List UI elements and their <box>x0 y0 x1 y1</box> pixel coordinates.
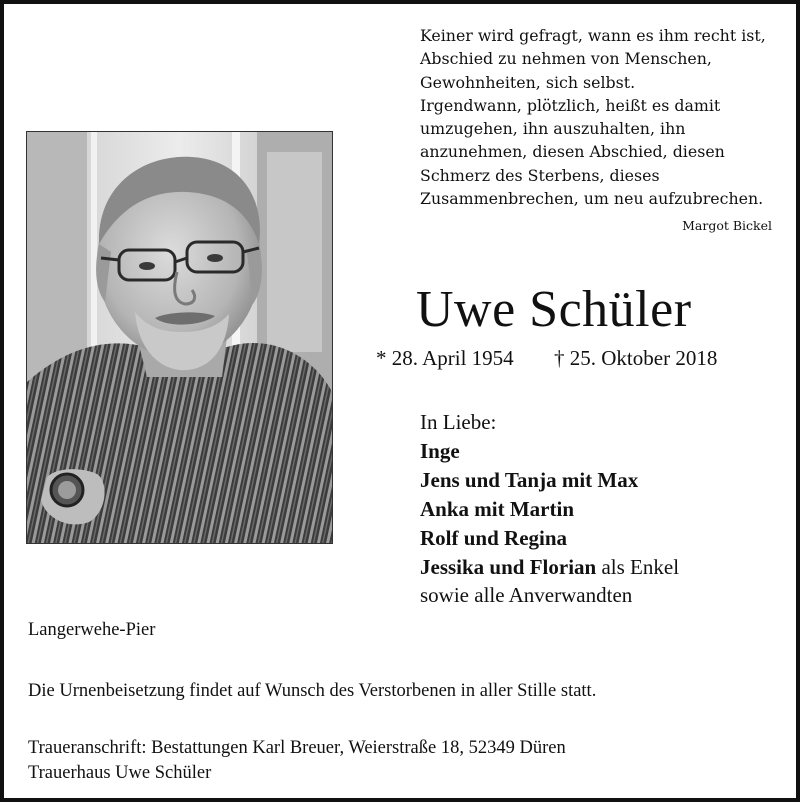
address-line-1: Traueranschrift: Bestattungen Karl Breuer, Weierstraße 18, 52349 Düren <box>28 738 566 758</box>
mourner-name: Jens und Tanja mit Max <box>420 467 639 492</box>
grandchildren-names: Jessika und Florian <box>420 554 597 579</box>
deceased-name: Uwe Schüler <box>416 281 692 338</box>
grandchildren-line <box>420 553 790 582</box>
poem-line: Gewohnheiten, sich selbst. <box>420 72 636 92</box>
address-line-2: Trauerhaus Uwe Schüler <box>28 763 212 783</box>
poem <box>420 24 786 210</box>
death-date: † 25. Oktober 2018 <box>554 346 718 370</box>
burial-note: Die Urnenbeisetzung findet auf Wunsch des Verstorbenen in aller Stille statt. <box>28 681 597 701</box>
mourner-name: Anka mit Martin <box>420 496 574 521</box>
poem-line: Zusammenbrechen, um neu aufzubrechen. <box>420 189 764 209</box>
relatives-line: sowie alle Anverwandten <box>420 583 633 608</box>
grandchildren-suffix: als Enkel <box>596 554 680 579</box>
poem-line: Abschied zu nehmen von Menschen, <box>420 49 712 69</box>
mourners-list <box>420 408 790 610</box>
poem-line: anzunehmen, diesen Abschied, diesen <box>420 142 725 162</box>
poem-author: Margot Bickel <box>682 218 772 233</box>
mourner-name: Rolf und Regina <box>420 525 568 550</box>
poem-line: umzugehen, ihn auszuhalten, ihn <box>420 119 686 139</box>
portrait-photo <box>26 131 333 544</box>
life-dates <box>376 344 776 372</box>
mourner-name: Inge <box>420 438 460 463</box>
mourners-intro: In Liebe: <box>420 410 497 434</box>
location: Langerwehe-Pier <box>28 620 156 640</box>
poem-line: Schmerz des Sterbens, dieses <box>420 165 660 185</box>
poem-line: Irgendwann, plötzlich, heißt es damit <box>420 95 721 115</box>
portrait-image <box>27 132 332 543</box>
poem-line: Keiner wird gefragt, wann es ihm recht ist, <box>420 26 766 45</box>
birth-date: * 28. April 1954 <box>376 346 514 370</box>
